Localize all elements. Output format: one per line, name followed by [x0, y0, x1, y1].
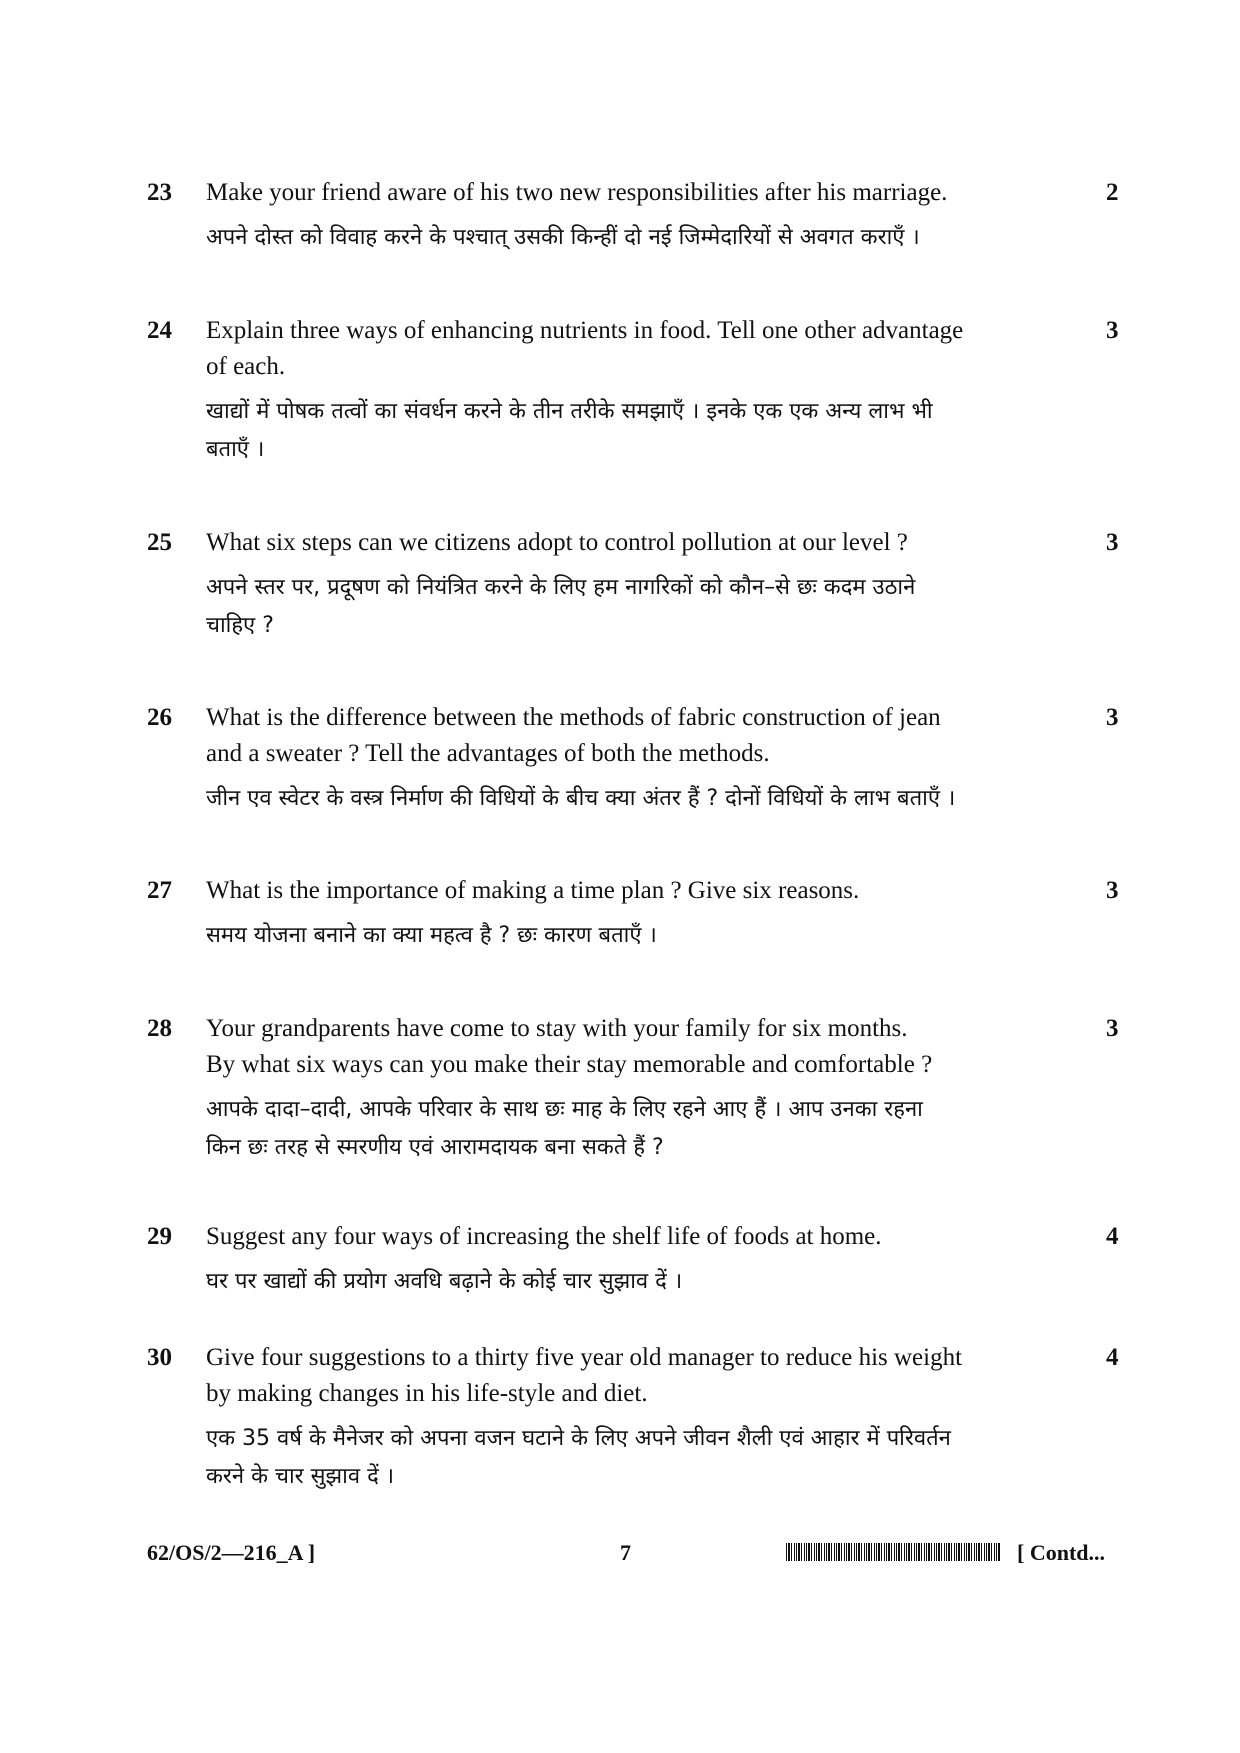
question-hindi: समय योजना बनाने का क्या महत्व है ? छः कारण बताएँ । — [206, 923, 657, 948]
question-english: Your grandparents have come to stay with your family for six months. By what six ways can you make their stay memorable and comfortable ? — [206, 1015, 933, 1078]
question-text — [206, 1219, 1076, 1301]
question-text — [206, 873, 1076, 955]
continued-label: [ Contd... — [1017, 1540, 1106, 1565]
question-text — [206, 313, 1076, 469]
question-hindi: घर पर खाद्यों की प्रयोग अवधि बढ़ाने के कोई चार सुझाव दें । — [206, 1269, 683, 1294]
question-hindi: आपके दादा–दादी, आपके परिवार के साथ छः माह के लिए रहने आए हैं । आप उनका रहना किन छः तरह से स्मरणीय एवं आरामदायक बना सकते हैं ? — [206, 1097, 923, 1160]
question-number: 30 — [147, 1344, 172, 1371]
question-marks: 2 — [1106, 179, 1119, 206]
question-number: 27 — [147, 877, 172, 904]
question-english: What is the difference between the methods of fabric construction of jean and a sweater ? Tell the advantages of both the methods. — [206, 704, 941, 767]
question-number: 23 — [147, 179, 172, 206]
question-english: What is the importance of making a time plan ? Give six reasons. — [206, 877, 860, 904]
question-english: Give four suggestions to a thirty five year old manager to reduce his weight by making changes in his life-style and diet. — [206, 1344, 963, 1407]
question-text — [206, 1011, 1076, 1167]
question-text — [206, 525, 1076, 645]
question-text — [206, 175, 1076, 257]
question-hindi: अपने स्तर पर, प्रदूषण को नियंत्रित करने के लिए हम नागरिकों को कौन–से छः कदम उठाने चाहिए ? — [206, 575, 916, 638]
question-number: 28 — [147, 1015, 172, 1042]
question-marks: 4 — [1106, 1223, 1119, 1250]
question-hindi: एक 35 वर्ष के मैनेजर को अपना वजन घटाने के लिए अपने जीवन शैली एवं आहार में परिवर्तन करने के चार सुझाव दें । — [206, 1426, 951, 1489]
question-english: Suggest any four ways of increasing the shelf life of foods at home. — [206, 1223, 882, 1250]
question-marks: 3 — [1106, 1015, 1119, 1042]
question-marks: 4 — [1106, 1344, 1119, 1371]
barcode — [786, 1543, 1000, 1561]
paper-code: 62/OS/2—216_A ] — [147, 1540, 316, 1565]
question-english: Make your friend aware of his two new responsibilities after his marriage. — [206, 179, 948, 206]
question-text — [206, 1340, 1076, 1496]
question-marks: 3 — [1106, 704, 1119, 731]
question-hindi: जीन एव स्वेटर के वस्त्र निर्माण की विधियों के बीच क्या अंतर हैं ? दोनों विधियों के लाभ बताएँ । — [206, 786, 956, 811]
question-hindi: अपने दोस्त को विवाह करने के पश्चात् उसकी किन्हीं दो नई जिम्मेदारियों से अवगत कराएँ । — [206, 225, 920, 250]
question-number: 24 — [147, 317, 172, 344]
question-number: 25 — [147, 529, 172, 556]
question-marks: 3 — [1106, 529, 1119, 556]
question-marks: 3 — [1106, 317, 1119, 344]
question-english: What six steps can we citizens adopt to control pollution at our level ? — [206, 529, 908, 556]
question-text — [206, 700, 1076, 818]
question-hindi: खाद्यों में पोषक तत्वों का संवर्धन करने के तीन तरीके समझाएँ । इनके एक एक अन्य लाभ भी बताएँ । — [206, 399, 933, 462]
question-number: 29 — [147, 1223, 172, 1250]
question-number: 26 — [147, 704, 172, 731]
page-number: 7 — [620, 1540, 631, 1565]
question-marks: 3 — [1106, 877, 1119, 904]
question-english: Explain three ways of enhancing nutrients in food. Tell one other advantage of each. — [206, 317, 964, 380]
page-footer — [0, 1535, 1240, 1571]
